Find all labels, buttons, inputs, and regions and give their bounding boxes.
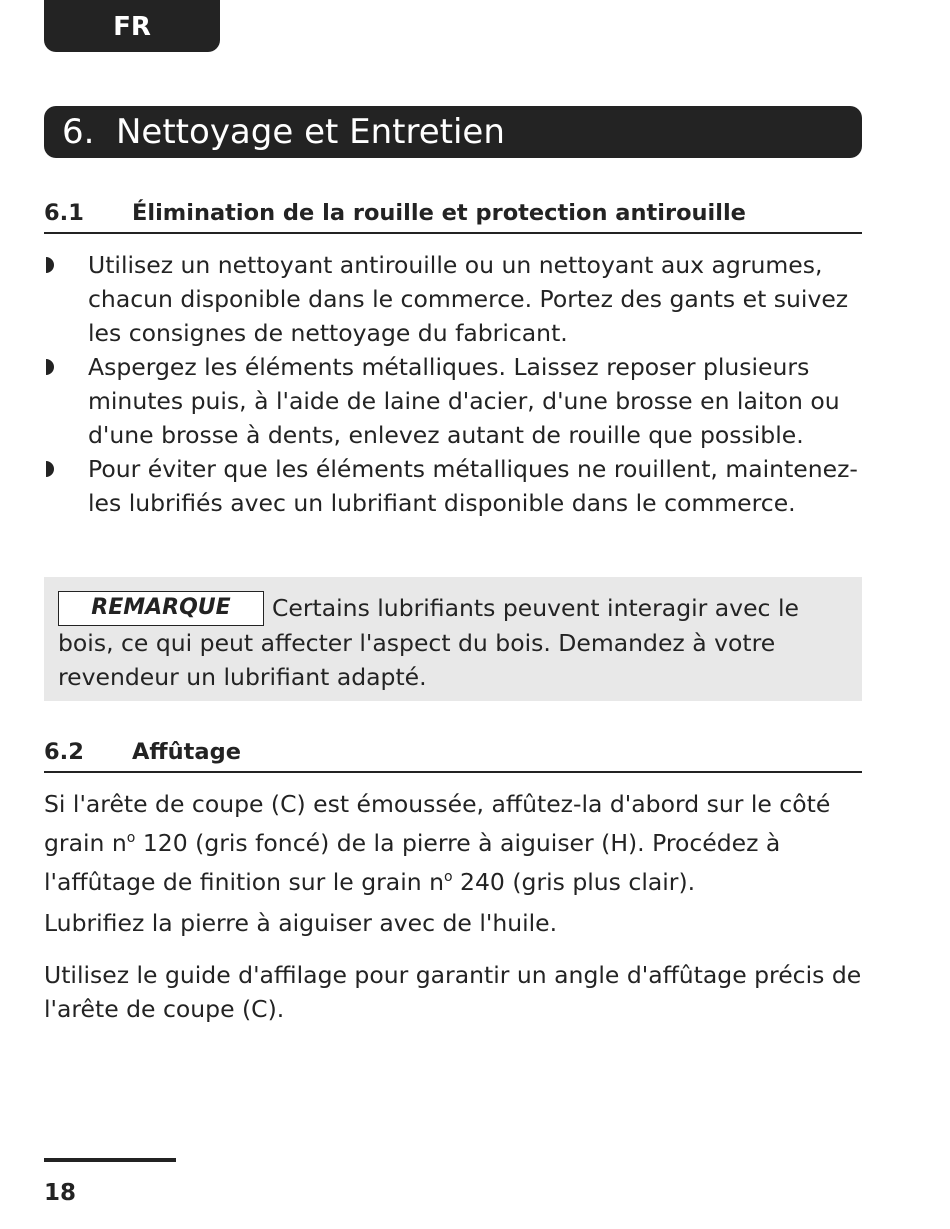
bullet-icon [46, 461, 54, 477]
section-number: 6.1 [44, 200, 84, 226]
list-item-text: Utilisez un nettoyant antirouille ou un nettoyant aux agrumes, chacun disponible dans le commerce. Portez des gants et suivez les consignes de nettoyage du fabricant. [88, 251, 849, 347]
lubricate-paragraph: Lubrifiez la pierre à aiguiser avec de l'huile. [44, 909, 558, 937]
language-tab [44, 0, 220, 52]
list-item-text: Pour éviter que les éléments métalliques ne rouillent, maintenez- les lubrifiés avec un lubrifiant disponible dans le commerce. [88, 455, 858, 517]
note-box [44, 577, 862, 701]
paragraph-text: 240 (gris plus clair). [452, 867, 696, 896]
chapter-heading [44, 106, 862, 158]
paragraph-text: Si l'arête de coupe (C) est émoussée, affûtez-la d'abord sur le côté grain n [44, 790, 831, 857]
list-item-text: Aspergez les éléments métalliques. Laissez reposer plusieurs minutes puis, à l'aide de laine d'acier, d'une brosse en laiton ou d'une brosse à dents, enlevez autant de rouille que possible. [88, 353, 840, 449]
chapter-title: Nettoyage et Entretien [116, 112, 505, 152]
bullet-icon [46, 359, 54, 375]
paragraph-text: 120 (gris foncé) de la pierre à aiguiser (H). Procédez à l'affûtage de finition sur le grain n [44, 828, 781, 896]
superscript: o [443, 868, 453, 885]
language-label: FR [113, 12, 151, 42]
page-number: 18 [44, 1180, 77, 1206]
section-heading-sharpening [44, 732, 862, 773]
section-heading-rust [44, 193, 862, 234]
section-number: 6.2 [44, 739, 84, 765]
list-item [44, 452, 862, 520]
section-title: Élimination de la rouille et protection antirouille [132, 200, 746, 226]
bullet-icon [46, 257, 54, 273]
rust-instructions-list [44, 248, 862, 520]
list-item [44, 248, 862, 350]
sharpening-paragraph [44, 787, 862, 899]
guide-paragraph: Utilisez le guide d'affilage pour garantir un angle d'affûtage précis de l'arête de coupe (C). [44, 961, 862, 1023]
note-label: REMARQUE [58, 591, 264, 626]
section-title: Affûtage [132, 739, 241, 765]
superscript: o [126, 830, 136, 846]
list-item [44, 350, 862, 452]
footer-rule [44, 1158, 176, 1162]
note-text: Certains lubrifiants peuvent interagir avec le bois, ce qui peut affecter l'aspect du bois. Demandez à votre revendeur un lubrifiant adapté. [58, 594, 799, 691]
chapter-number: 6. [62, 112, 95, 152]
